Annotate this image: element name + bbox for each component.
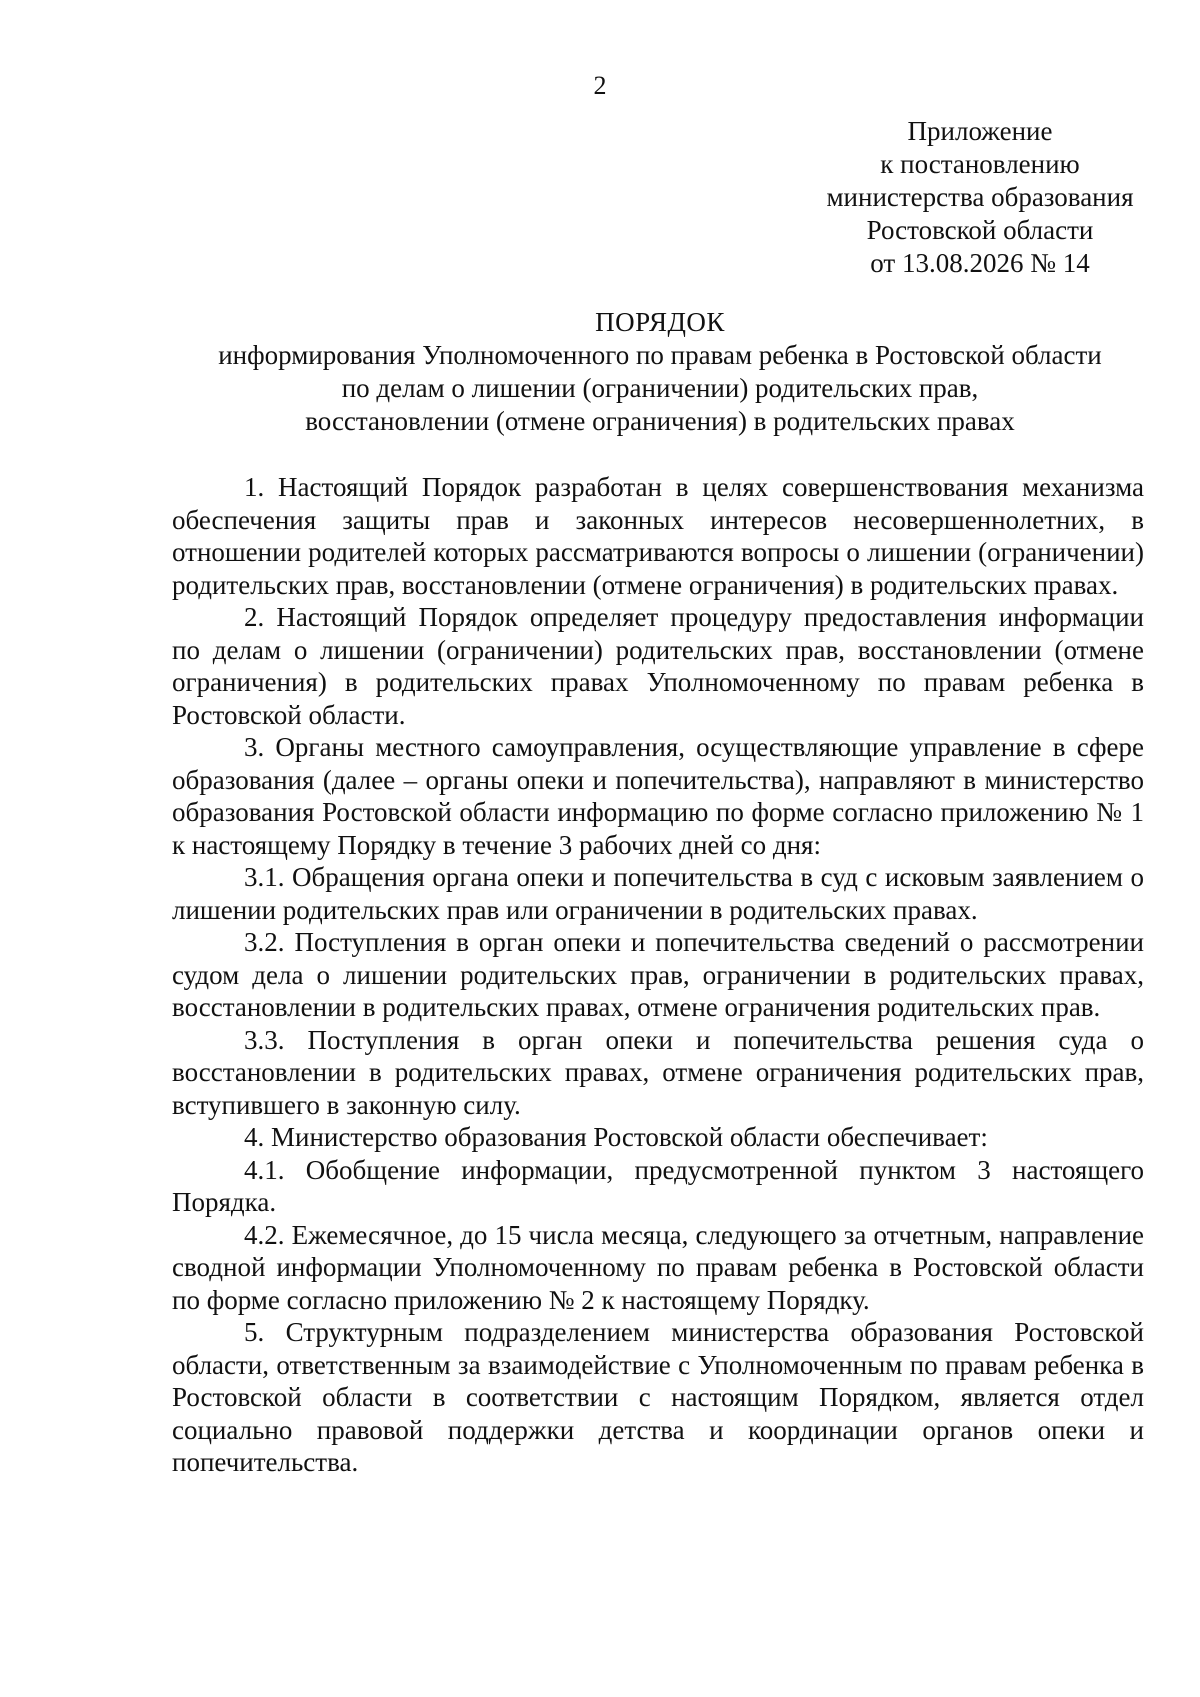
paragraph-3-1: 3.1. Обращения органа опеки и попечительства в суд с исковым заявлением о лишении родительских прав или ограничении в родительских правах. [172,862,1144,925]
appendix-line: к постановлению [880,149,1080,179]
paragraph-4-1: 4.1. Обобщение информации, предусмотренной пунктом 3 настоящего Порядка. [172,1154,1144,1217]
paragraph-1: 1. Настоящий Порядок разработан в целях совершенствования механизма обеспечения защиты прав и законных интересов несовершеннолетних, в отношении родителей которых рассматриваются вопросы о лишении (ограничении) родительских прав, восстановлении (отмене ограничения) в родительских правах. [172,472,1144,600]
document-title [160,306,1160,438]
appendix-line: министерства образования [826,182,1134,212]
paragraph-4: 4. Министерство образования Ростовской области обеспечивает: [244,1122,988,1152]
document-subtitle-line: восстановлении (отмене ограничения) в родительских правах [305,406,1015,436]
paragraph-3: 3. Органы местного самоуправления, осуществляющие управление в сфере образования (далее – органы опеки и попечительства), направляют в министерство образования Ростовской области информацию по форме согласно приложению № 1 к настоящему Порядку в течение 3 рабочих дней со дня: [172,732,1144,860]
page-number: 2 [593,71,607,100]
document-subtitle-line: по делам о лишении (ограничении) родительских прав, [341,373,979,403]
appendix-line: от 13.08.2026 № 14 [870,248,1090,278]
paragraph-5: 5. Структурным подразделением министерства образования Ростовской области, ответственным за взаимодействие с Уполномоченным по правам ребенка в Ростовской области в соответствии с настоящим Порядком, является отдел социально правовой поддержки детства и координации органов опеки и попечительства. [172,1317,1144,1477]
document-heading: ПОРЯДОК [595,307,725,337]
paragraph-4-2: 4.2. Ежемесячное, до 15 числа месяца, следующего за отчетным, направление сводной информации Уполномоченному по правам ребенка в Ростовской области по форме согласно приложению № 2 к настоящему Порядку. [172,1219,1144,1315]
paragraph-2: 2. Настоящий Порядок определяет процедуру предоставления информации по делам о лишении (ограничении) родительских прав, восстановлении (отмене ограничения) в родительских правах Уполномоченному по правам ребенка в Ростовской области. [172,602,1144,730]
appendix-line: Ростовской области [866,215,1094,245]
document-body [172,471,1144,1479]
paragraph-3-2: 3.2. Поступления в орган опеки и попечительства сведений о рассмотрении судом дела о лишении родительских прав, ограничении в родительских правах, восстановлении в родительских правах, отмене ограничения родительских прав. [172,927,1144,1022]
paragraph-3-3: 3.3. Поступления в орган опеки и попечительства решения суда о восстановлении в родительских правах, отмене ограничения родительских прав, вступившего в законную силу. [172,1024,1144,1120]
document-subtitle-line: информирования Уполномоченного по правам ребенка в Ростовской области [218,340,1102,370]
appendix-line: Приложение [907,116,1053,146]
appendix-header [790,115,1170,280]
